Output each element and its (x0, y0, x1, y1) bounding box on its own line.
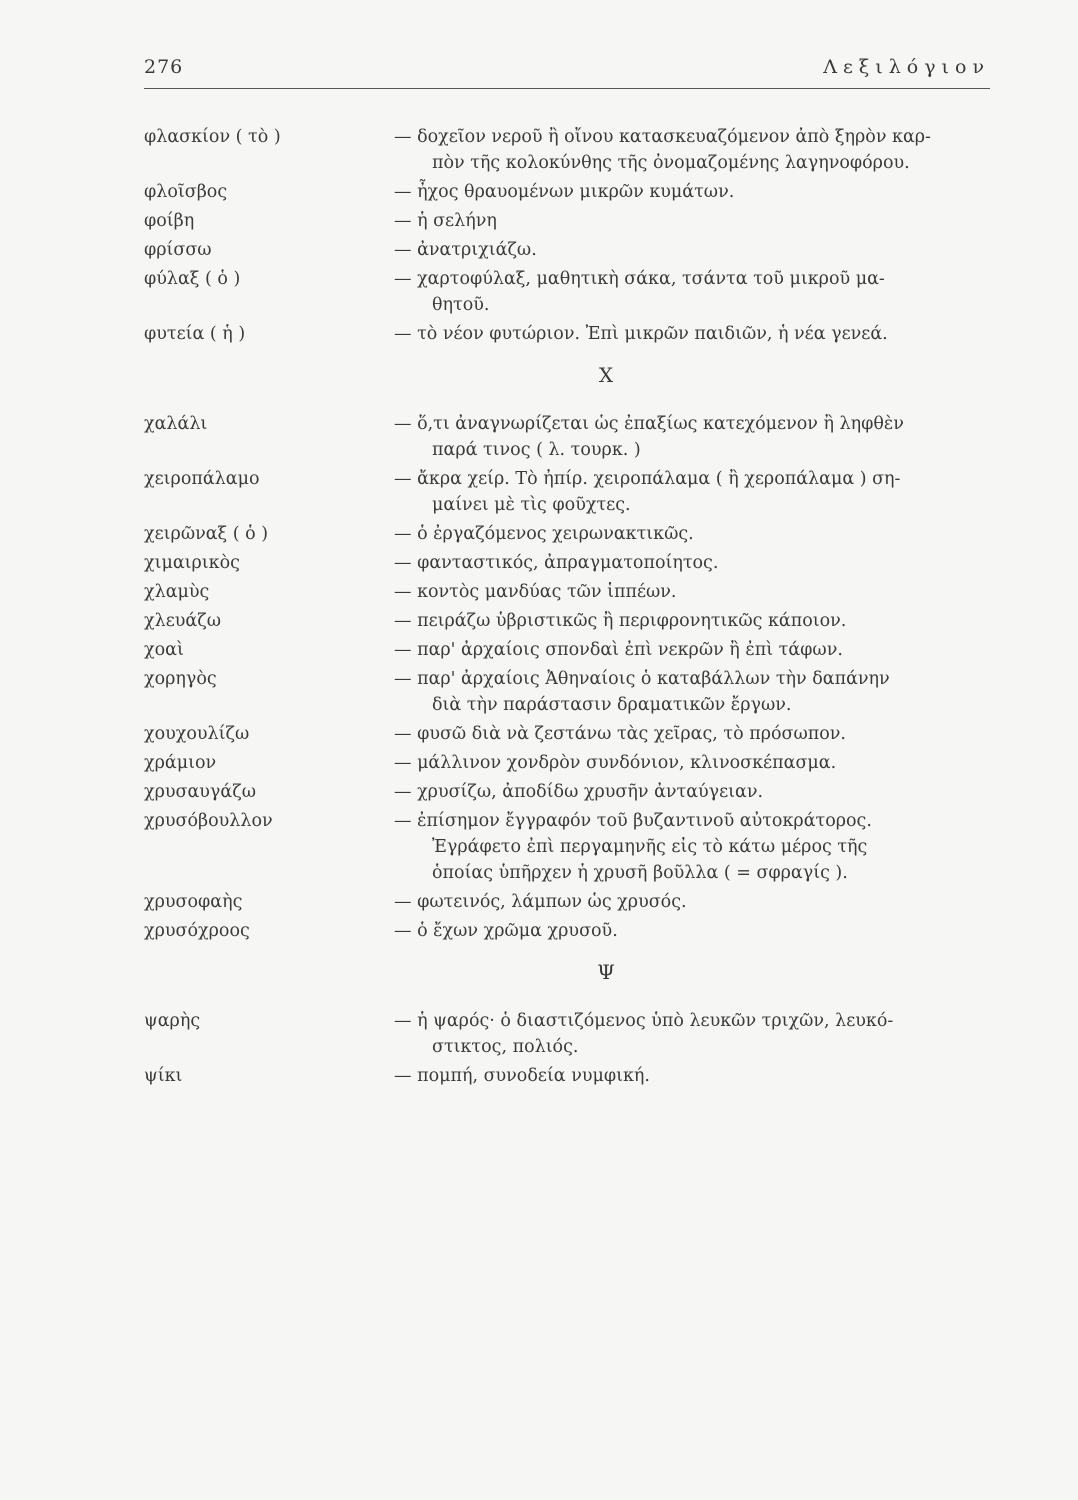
glossary-entry (144, 637, 998, 663)
glossary-entry (144, 608, 998, 634)
letter-heading-chi: Χ (598, 363, 614, 387)
glossary-entry (144, 1063, 998, 1089)
entry-term: χλευάζω (144, 611, 221, 631)
entry-term: φλασκίον ( τὸ ) (144, 127, 281, 147)
definition-line: θητοῦ. (432, 295, 490, 315)
definition-line: — ὁ ἔχων χρῶμα χρυσοῦ. (394, 921, 618, 941)
entry-term: φυτεία ( ἡ ) (144, 324, 246, 344)
entry-term: φύλαξ ( ὁ ) (144, 269, 241, 289)
entry-term: φρίσσω (144, 240, 212, 260)
glossary-entry (144, 411, 998, 463)
definition-line: — πειράζω ὑβριστικῶς ἢ περιφρονητικῶς κάποιον. (394, 611, 847, 631)
definition-line: Ἐγράφετο ἐπὶ περγαμηνῆς εἰς τὸ κάτω μέρος τῆς (432, 837, 868, 857)
entry-definition (394, 208, 998, 234)
glossary-entry (144, 779, 998, 805)
entry-term: χρυσαυγάζω (144, 782, 256, 802)
definition-line: ὁποίας ὑπῆρχεν ἡ χρυσῆ βοῦλλα ( = σφραγίς ). (432, 863, 848, 883)
entry-definition (394, 666, 998, 718)
definition-line: — παρ' ἀρχαίοις Ἀθηναίοις ὁ καταβάλλων τὴν δαπάνην (394, 669, 890, 689)
glossary-entry (144, 579, 998, 605)
entry-definition (394, 721, 998, 747)
entry-term: χειροπάλαμο (144, 469, 260, 489)
entry-definition (394, 1008, 998, 1060)
glossary-entry (144, 521, 998, 547)
definition-line: — τὸ νέον φυτώριον. Ἐπὶ μικρῶν παιδιῶν, ἡ νέα γενεά. (394, 324, 888, 344)
definition-line: — ἦχος θραυομένων μικρῶν κυμάτων. (394, 182, 735, 202)
entry-term: χιμαιρικὸς (144, 553, 240, 573)
definition-line: — φωτεινός, λάμπων ὡς χρυσός. (394, 892, 687, 912)
entry-definition (394, 779, 998, 805)
entry-definition (394, 637, 998, 663)
glossary-entry (144, 550, 998, 576)
entry-definition (394, 889, 998, 915)
entry-definition (394, 750, 998, 776)
glossary-entry (144, 124, 998, 176)
definition-line: πὸν τῆς κολοκύνθης τῆς ὀνομαζομένης λαγηνοφόρου. (432, 153, 910, 173)
definition-line: — κοντὸς μανδύας τῶν ἱππέων. (394, 582, 677, 602)
entry-term: φλοῖσβος (144, 182, 228, 202)
definition-line: — πομπή, συνοδεία νυμφική. (394, 1066, 650, 1086)
entry-definition (394, 266, 998, 318)
page-header (144, 56, 990, 89)
definition-line: — ὁ ἐργαζόμενος χειρωνακτικῶς. (394, 524, 694, 544)
definition-line: — ὅ,τι ἀναγνωρίζεται ὡς ἐπαξίως κατεχόμενον ἢ ληφθὲν (394, 414, 904, 434)
definition-line: — ἡ σελήνη (394, 211, 497, 231)
definition-line: παρά τινος ( λ. τουρκ. ) (432, 440, 641, 460)
definition-line: — ἄκρα χείρ. Τὸ ἠπίρ. χειροπάλαμα ( ἢ χεροπάλαμα ) ση- (394, 469, 901, 489)
running-title: Λεξιλόγιον (823, 56, 990, 78)
entry-term: φοίβη (144, 211, 195, 231)
definition-line: — ἐπίσημον ἔγγραφόν τοῦ βυζαντινοῦ αὐτοκράτορος. (394, 811, 872, 831)
entry-term: ψίκι (144, 1066, 183, 1086)
definition-line: — χαρτοφύλαξ, μαθητικὴ σάκα, τσάντα τοῦ μικροῦ μα- (394, 269, 885, 289)
entry-definition (394, 321, 998, 347)
entry-term: χρυσοφαὴς (144, 892, 243, 912)
definition-line: — φανταστικός, ἀπραγματοποίητος. (394, 553, 719, 573)
page-number: 276 (144, 56, 184, 78)
entry-definition (394, 808, 998, 886)
entry-definition (394, 237, 998, 263)
entry-term: χρυσόβουλλον (144, 811, 273, 831)
entry-term: χορηγὸς (144, 669, 217, 689)
glossary-entry (144, 918, 998, 944)
glossary-entry (144, 750, 998, 776)
glossary-entry (144, 666, 998, 718)
entry-term: χλαμὺς (144, 582, 210, 602)
entry-definition (394, 918, 998, 944)
definition-line: — χρυσίζω, ἀποδίδω χρυσῆν ἀνταύγειαν. (394, 782, 764, 802)
entry-definition (394, 579, 998, 605)
entry-term: χουχουλίζω (144, 724, 250, 744)
definition-line: στικτος, πολιός. (432, 1037, 579, 1057)
entry-definition (394, 608, 998, 634)
glossary-content (144, 124, 998, 1092)
entry-definition (394, 179, 998, 205)
definition-line: — παρ' ἀρχαίοις σπονδαὶ ἐπὶ νεκρῶν ἢ ἐπὶ τάφων. (394, 640, 843, 660)
entry-term: ψαρὴς (144, 1011, 201, 1031)
entry-term: χοαὶ (144, 640, 184, 660)
entry-term: χρυσόχροος (144, 921, 250, 941)
definition-line: διὰ τὴν παράστασιν δραματικῶν ἔργων. (432, 695, 792, 715)
entry-definition (394, 1063, 998, 1089)
section-phi (144, 124, 998, 347)
entry-definition (394, 521, 998, 547)
entry-definition (394, 466, 998, 518)
entry-definition (394, 124, 998, 176)
glossary-entry (144, 889, 998, 915)
section-chi (144, 411, 998, 944)
definition-line: — ἀνατριχιάζω. (394, 240, 537, 260)
glossary-entry (144, 179, 998, 205)
entry-definition (394, 411, 998, 463)
glossary-entry (144, 808, 998, 886)
definition-line: — ἡ ψαρός· ὁ διαστιζόμενος ὑπὸ λευκῶν τριχῶν, λευκό- (394, 1011, 894, 1031)
letter-heading-psi: Ψ (597, 960, 615, 984)
definition-line: — μάλλινον χονδρὸν συνδόνιον, κλινοσκέπασμα. (394, 753, 837, 773)
glossary-entry (144, 466, 998, 518)
glossary-entry (144, 266, 998, 318)
glossary-entry (144, 321, 998, 347)
section-psi (144, 1008, 998, 1089)
definition-line: — φυσῶ διὰ νὰ ζεστάνω τὰς χεῖρας, τὸ πρόσωπον. (394, 724, 846, 744)
glossary-entry (144, 1008, 998, 1060)
definition-line: — δοχεῖον νεροῦ ἢ οἴνου κατασκευαζόμενον ἀπὸ ξηρὸν καρ- (394, 127, 931, 147)
entry-definition (394, 550, 998, 576)
entry-term: χαλάλι (144, 414, 208, 434)
glossary-entry (144, 237, 998, 263)
definition-line: μαίνει μὲ τὶς φοῦχτες. (432, 495, 631, 515)
entry-term: χράμιον (144, 753, 217, 773)
glossary-entry (144, 721, 998, 747)
glossary-entry (144, 208, 998, 234)
entry-term: χειρῶναξ ( ὁ ) (144, 524, 269, 544)
